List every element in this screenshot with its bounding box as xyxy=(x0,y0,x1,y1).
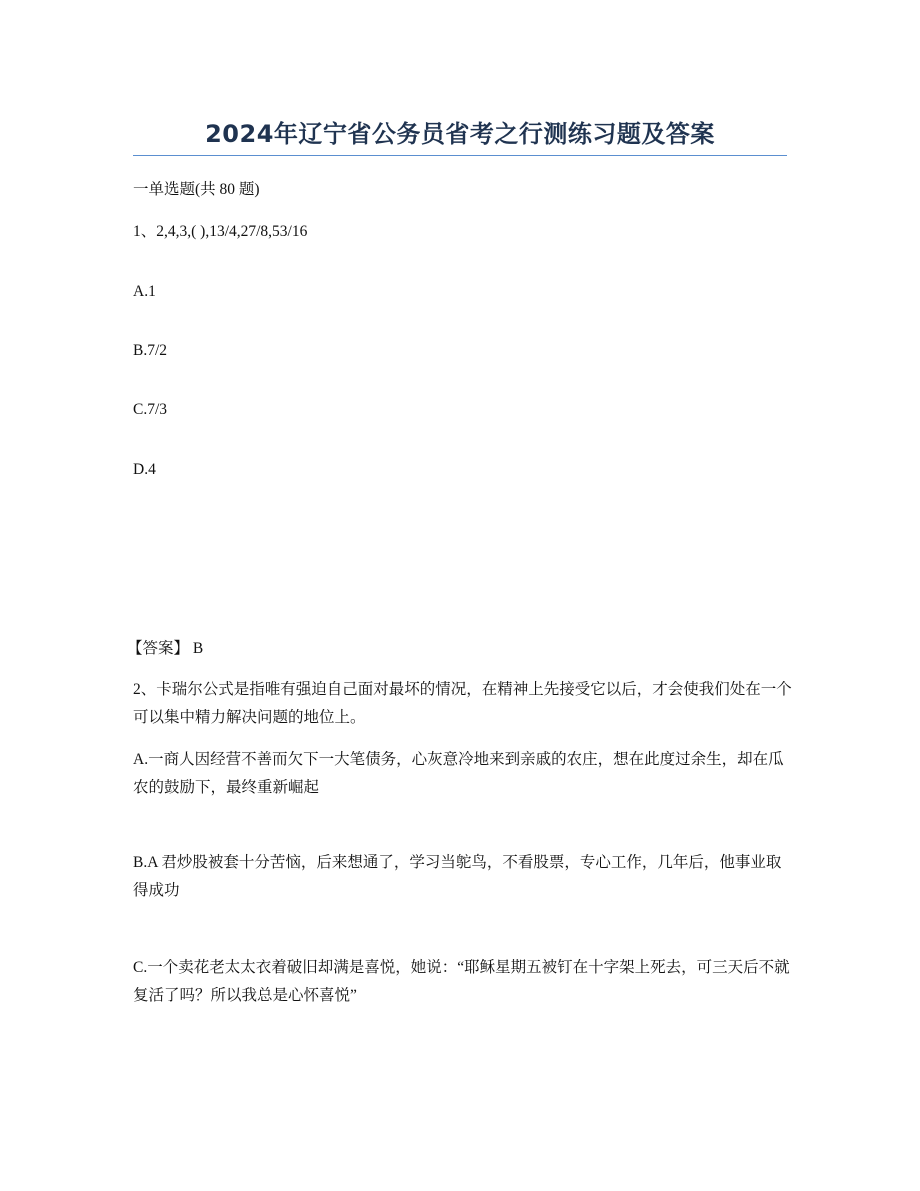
question-2-option-b: B.A 君炒股被套十分苦恼，后来想通了，学习当鸵鸟，不看股票，专心工作，几年后，他事业取得成功 xyxy=(133,854,782,899)
document-title: 2024年辽宁省公务员省考之行测练习题及答案 xyxy=(205,120,715,148)
title-divider xyxy=(133,155,787,156)
question-1-stem: 1、2,4,3,( ),13/4,27/8,53/16 xyxy=(133,223,308,240)
question-2-option-c: C.一个卖花老太太衣着破旧却满是喜悦，她说：“耶稣星期五被钉在十字架上死去，可三天后不就复活了吗？所以我总是心怀喜悦” xyxy=(133,959,790,1004)
question-1-option-b: B.7/2 xyxy=(133,342,168,359)
question-1-option-a: A.1 xyxy=(133,283,156,300)
section-heading: 一单选题(共 80 题) xyxy=(133,181,260,198)
question-2-option-a: A.一商人因经营不善而欠下一大笔债务，心灰意冷地来到亲戚的农庄，想在此度过余生，却在瓜农的鼓励下，最终重新崛起 xyxy=(133,751,784,796)
question-1-option-d: D.4 xyxy=(133,461,156,478)
question-2-stem: 2、卡瑞尔公式是指唯有强迫自己面对最坏的情况，在精神上先接受它以后，才会使我们处在一个可以集中精力解决问题的地位上。 xyxy=(133,681,792,726)
question-1-answer: 【答案】 B xyxy=(127,640,204,657)
question-1-option-c: C.7/3 xyxy=(133,401,168,418)
